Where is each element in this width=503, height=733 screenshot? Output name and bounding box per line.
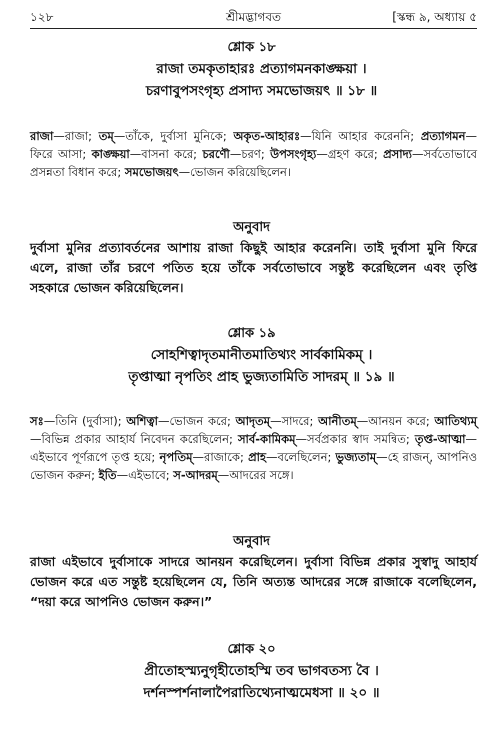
page-number: ১২৮: [30, 10, 54, 24]
gloss-meaning: তিনি (দুর্বাসা): [55, 414, 118, 428]
gloss-meaning: রাজাকে: [204, 450, 240, 464]
gloss-meaning: আদরের সঙ্গে।: [229, 468, 294, 482]
gloss-entry: কাঙ্ক্ষয়া—বাসনা করে: [91, 147, 194, 161]
gloss-word: আতিথ্যম্: [434, 414, 478, 428]
gloss-word: প্রত্যাগমন: [420, 129, 466, 143]
gloss-word: কাঙ্ক্ষয়া: [91, 147, 130, 161]
gloss-meaning: ফিরে আসা: [30, 147, 83, 161]
gloss-word: ইতি: [98, 468, 117, 482]
verse-line: দর্শনস্পর্শনালাপৈরাতিথ্যেনাত্মমেধসা ॥ ২০ ॥: [143, 685, 380, 701]
gloss-word: তম্: [98, 129, 114, 143]
gloss-word: নৃপতিম্: [159, 450, 193, 464]
gloss-entry: স-আদরম্—আদরের সঙ্গে।: [173, 468, 294, 482]
gloss-entry: আতিথ্যম্—বিভিন্ন প্রকার আহার্য নিবেদন করেছিলেন: [30, 414, 478, 446]
gloss-meaning: ভোজন করে: [169, 414, 227, 428]
gloss-entry: তৃপ্ত-আত্মা—এইভাবে পূর্ণরূপে তৃপ্ত হয়ে: [30, 432, 477, 464]
gloss-word: আনীতম্: [318, 414, 357, 428]
gloss-word: উপসংগৃহ্য: [270, 147, 317, 161]
gloss-meaning: এইভাবে পূর্ণরূপে তৃপ্ত হয়ে: [30, 450, 152, 464]
gloss-entry: উপসংগৃহ্য—গ্রহণ করে: [270, 147, 374, 161]
gloss-entry: চরণৌ—চরণ: [202, 147, 261, 161]
gloss-word: সমভোজয়ৎ: [124, 165, 179, 179]
shloka-18-translation: দুর্বাসা মুনির প্রত্যাবর্তনের আশায় রাজা কিছুই আহার করেননি। তাই দুর্বাসা মুনি ফিরে এলে, রাজা তাঁর চরণে পতিত হয়ে তাঁকে সর্বতোভাবে সন্তুষ্ট করেছিলেন এবং তৃপ্তি সহকারে ভোজন করিয়েছিলেন।: [30, 240, 477, 295]
shloka-20-verse: [60, 660, 463, 704]
gloss-meaning: গ্রহণ করে: [327, 147, 374, 161]
gloss-meaning: বিভিন্ন প্রকার আহার্য নিবেদন করেছিলেন: [41, 432, 229, 446]
gloss-entry: প্রত্যাগমন—ফিরে আসা: [30, 129, 477, 161]
gloss-meaning: হে রাজন্, আপনিও ভোজন করুন: [30, 450, 478, 482]
verse-line: চরণাবুপসংগৃহ্য প্রসাদ্য সমভোজয়ৎ ॥ ১৮ ॥: [145, 83, 378, 99]
page-header: [30, 9, 477, 27]
section-reference: [স্কন্ধ ৯, অধ্যায় ৫: [392, 10, 477, 24]
gloss-entry: প্রাহ—বলেছিলেন: [248, 450, 328, 464]
shloka-19-translation: রাজা এইভাবে দুর্বাসাকে সাদরে আনয়ন করেছিলেন। দুর্বাসা বিভিন্ন প্রকার সুস্বাদু আহার্য ভোজন করে এত সন্তুষ্ট হয়েছিলেন যে, তিনি অত্যন্ত আদরের সঙ্গে রাজাকে বলেছিলেন, “দয়া করে আপনিও ভোজন করুন।”: [30, 554, 477, 609]
gloss-entry: রাজা—রাজা: [30, 129, 89, 143]
gloss-entry: সঃ—তিনি (দুর্বাসা): [30, 414, 118, 428]
shloka-18-anuvad-heading: অনুবাদ: [233, 220, 270, 235]
gloss-entry: অকৃত-আহারঃ—যিনি আহার করেননি: [233, 129, 411, 143]
gloss-entry: ভুজ্যতাম্—হে রাজন্, আপনিও ভোজন করুন: [30, 450, 478, 482]
book-title: শ্রীমদ্ভাগবত: [225, 10, 282, 24]
shloka-19-heading: শ্লোক ১৯: [227, 326, 276, 341]
verse-line: তৃপ্তাত্মা নৃপতিং প্রাহ ভুজ্যতামিতি সাদরম্ ॥ ১৯ ॥: [128, 369, 395, 385]
shloka-19-verse: [60, 344, 463, 388]
shloka-19-anuvad-heading: অনুবাদ: [233, 534, 270, 549]
gloss-meaning: সর্বপ্রকার স্বাদ সমন্বিত: [307, 432, 406, 446]
shloka-18-word-meanings: রাজা—রাজা; তম্—তাঁকে, দুর্বাসা মুনিকে; অকৃত-আহারঃ—যিনি আহার করেননি; প্রত্যাগমন—ফিরে আসা; কাঙ্ক্ষয়া—বাসনা করে; চরণৌ—চরণ; উপসংগৃহ্য—গ্রহণ করে; প্রসাদ্য—সর্বতোভাবে প্রসন্নতা বিধান করে; সমভোজয়ৎ—ভোজন করিয়েছিলেন।: [30, 129, 478, 179]
gloss-entry: আদৃতম্—সাদরে: [235, 414, 310, 428]
verse-line: প্রীতোহস্ম্যনুগৃহীতোহস্মি তব ভাগবতস্য বৈ ।: [144, 663, 379, 679]
gloss-word: সার্ব-কামিকম্: [237, 432, 296, 446]
gloss-entry: নৃপতিম্—রাজাকে: [159, 450, 240, 464]
gloss-word: স-আদরম্: [173, 468, 218, 482]
verse-line: সোহশিত্বাদৃতমানীতমাতিথ্যং সার্বকামিকম্ ।: [150, 347, 373, 363]
gloss-word: তৃপ্ত-আত্মা: [414, 432, 466, 446]
gloss-meaning: এইভাবে: [128, 468, 166, 482]
gloss-meaning: তাঁকে, দুর্বাসা মুনিকে: [125, 129, 223, 143]
gloss-entry: সার্ব-কামিকম্—সর্বপ্রকার স্বাদ সমন্বিত: [237, 432, 406, 446]
gloss-word: রাজা: [30, 129, 54, 143]
gloss-meaning: বাসনা করে: [141, 147, 194, 161]
gloss-word: সঃ: [30, 414, 44, 428]
gloss-word: অশিত্বা: [126, 414, 158, 428]
gloss-entry: আনীতম্—আনয়ন করে: [318, 414, 426, 428]
gloss-meaning: ভোজন করিয়েছিলেন।: [190, 165, 291, 179]
gloss-entry: প্রসাদ্য—সর্বতোভাবে প্রসন্নতা বিধান করে: [30, 147, 478, 179]
gloss-meaning: আনয়ন করে: [368, 414, 426, 428]
shloka-18-heading: শ্লোক ১৮: [227, 40, 276, 55]
gloss-meaning: যিনি আহার করেননি: [311, 129, 411, 143]
gloss-word: প্রাহ: [248, 450, 267, 464]
gloss-meaning: চরণ: [241, 147, 261, 161]
gloss-entry: অশিত্বা—ভোজন করে: [126, 414, 227, 428]
gloss-meaning: সাদরে: [281, 414, 310, 428]
shloka-18-verse: [60, 58, 463, 102]
gloss-entry: সমভোজয়ৎ—ভোজন করিয়েছিলেন।: [124, 165, 291, 179]
gloss-meaning: সর্বতোভাবে প্রসন্নতা বিধান করে: [30, 147, 478, 179]
header-rule: [30, 28, 477, 29]
gloss-word: প্রসাদ্য: [383, 147, 412, 161]
gloss-word: ভুজ্যতাম্: [335, 450, 377, 464]
shloka-20-heading: শ্লোক ২০: [227, 642, 276, 657]
gloss-meaning: বলেছিলেন: [277, 450, 328, 464]
shloka-19-word-meanings: সঃ—তিনি (দুর্বাসা); অশিত্বা—ভোজন করে; আদৃতম্—সাদরে; আনীতম্—আনয়ন করে; আতিথ্যম্—বিভিন্ন প্রকার আহার্য নিবেদন করেছিলেন; সার্ব-কামিকম্—সর্বপ্রকার স্বাদ সমন্বিত; তৃপ্ত-আত্মা—এইভাবে পূর্ণরূপে তৃপ্ত হয়ে; নৃপতিম্—রাজাকে; প্রাহ—বলেছিলেন; ভুজ্যতাম্—হে রাজন্, আপনিও ভোজন করুন; ইতি—এইভাবে; স-আদরম্—আদরের সঙ্গে।: [30, 414, 478, 482]
gloss-entry: ইতি—এইভাবে: [98, 468, 166, 482]
gloss-meaning: রাজা: [64, 129, 89, 143]
gloss-word: অকৃত-আহারঃ: [233, 129, 301, 143]
gloss-entry: তম্—তাঁকে, দুর্বাসা মুনিকে: [98, 129, 223, 143]
gloss-word: আদৃতম্: [235, 414, 271, 428]
verse-line: রাজা তমকৃতাহারঃ প্রত্যাগমনকাঙ্ক্ষয়া ।: [156, 61, 367, 77]
gloss-word: চরণৌ: [202, 147, 230, 161]
